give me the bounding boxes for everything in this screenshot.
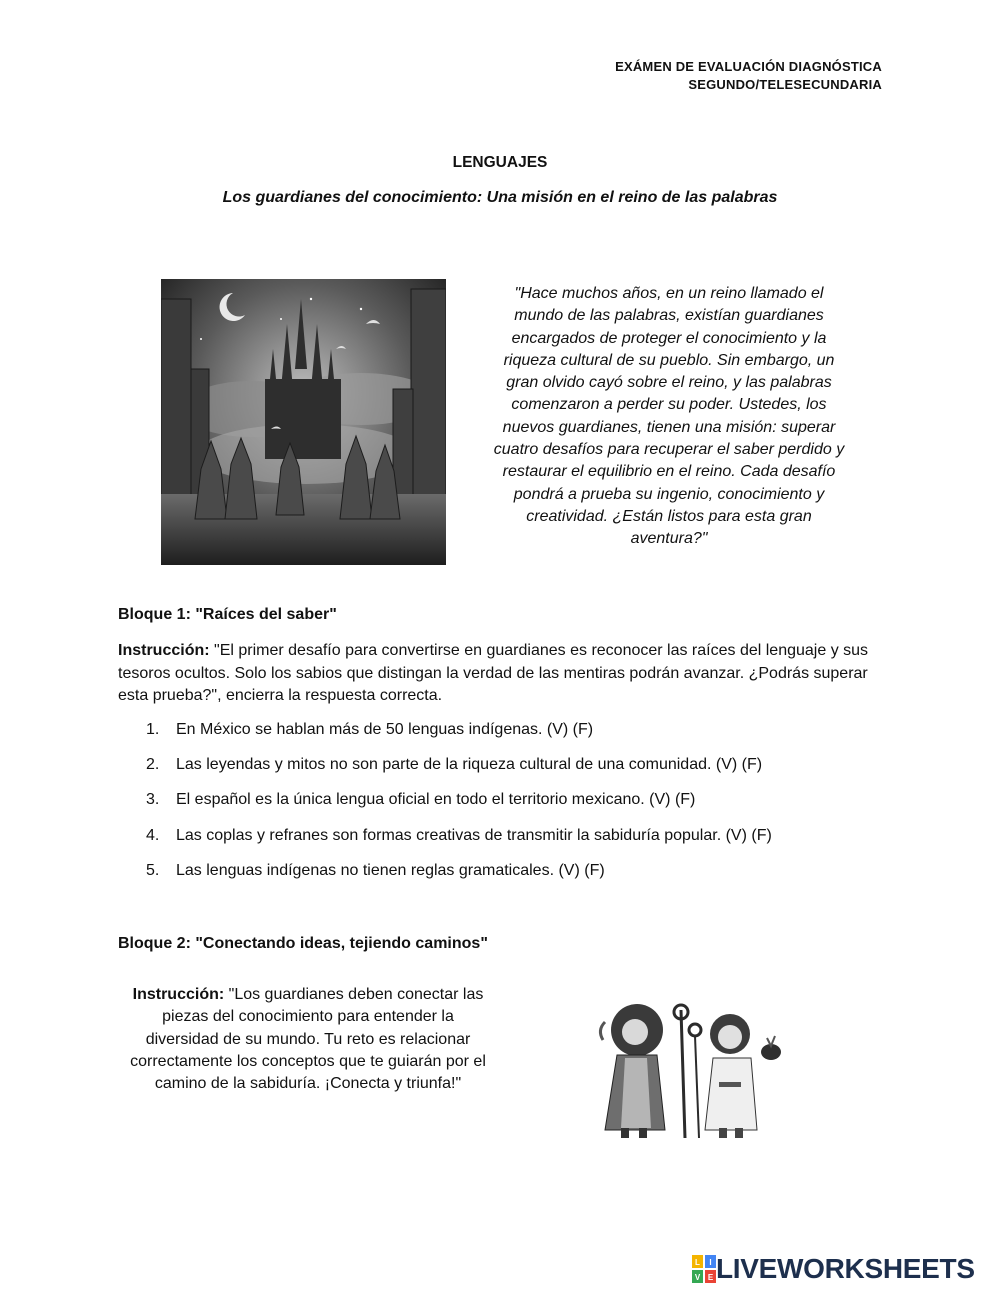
block1-instruction [118,640,888,708]
item-number: 2. [146,756,160,774]
list-item [146,756,772,791]
wizards-castle-illustration [161,279,446,565]
item-text[interactable]: En México se hablan más de 50 lenguas indígenas. (V) (F) [176,721,594,738]
liveworksheets-logo-text: LIVEWORKSHEETS [716,1253,975,1284]
item-number: 5. [146,861,160,879]
true-false-list [146,721,772,897]
svg-text:E: E [707,1273,714,1282]
svg-text:I: I [709,1258,712,1267]
item-number: 1. [146,721,160,738]
block2-instruction-label: Instrucción: [132,986,225,1003]
item-number: 3. [146,791,160,809]
liveworksheets-logo-icon [692,1255,716,1283]
svg-text:L: L [695,1258,700,1267]
item-text[interactable]: Las coplas y refranes son formas creativas de transmitir la sabiduría popular. (V) (F) [176,826,772,844]
exam-header-line2: SEGUNDO/TELESECUNDARIA [688,77,882,92]
subject-title: LENGUAJES [452,154,548,171]
block1-instruction-text: "El primer desafío para convertirse en guardianes es reconocer las raíces del lenguaje y sus tesoros ocultos. Solo los sabios que distingan la verdad de las mentiras podrán avanzar. ¿Podrás superar esta prueba?", encierra la respuesta correcta. [118,642,869,704]
list-item [146,827,772,862]
list-item [146,721,772,756]
liveworksheets-logo [692,1253,975,1285]
story-quote: "Hace muchos años, en un reino llamado el mundo de las palabras, existían guardianes encargados de proteger el conocimiento y la riqueza cultural de su pueblo. Sin embargo, un gran olvido cayó sobre el reino, y las palabras comenzaron a perder su poder. Ustedes, los nuevos guardianes, tienen una misión: superar cuatro desafíos para recuperar el saber perdido y restaurar el equilibrio en el reino. Cada desafío pondrá a prueba su ingenio, conocimiento y creatividad. ¿Están listos para esta gran aventura?" [493,285,845,548]
item-text[interactable]: El español es la única lengua oficial en todo el territorio mexicano. (V) (F) [176,791,696,809]
item-text[interactable]: Las lenguas indígenas no tienen reglas gramaticales. (V) (F) [176,861,605,879]
block2-instruction [128,984,488,1095]
guardians-characters-illustration [595,1000,785,1142]
block1-heading: Bloque 1: "Raíces del saber" [118,606,337,623]
item-text[interactable]: Las leyendas y mitos no son parte de la riqueza cultural de una comunidad. (V) (F) [176,756,763,774]
exam-header-line1: EXÁMEN DE EVALUACIÓN DIAGNÓSTICA [615,59,882,74]
block1-instruction-label: Instrucción: [118,642,210,659]
page-title: Los guardianes del conocimiento: Una misión en el reino de las palabras [222,189,778,206]
block2-heading: Bloque 2: "Conectando ideas, tejiendo caminos" [118,935,488,952]
list-item [146,862,772,897]
svg-text:V: V [694,1273,701,1282]
block2-instruction-text: "Los guardianes deben conectar las piezas del conocimiento para entender la diversidad de su mundo. Tu reto es relacionar correctamente los conceptos que te guiarán por el camino de la sabiduría. ¡Conecta y triunfa!" [130,986,486,1093]
list-item [146,791,772,826]
item-number: 4. [146,826,160,844]
